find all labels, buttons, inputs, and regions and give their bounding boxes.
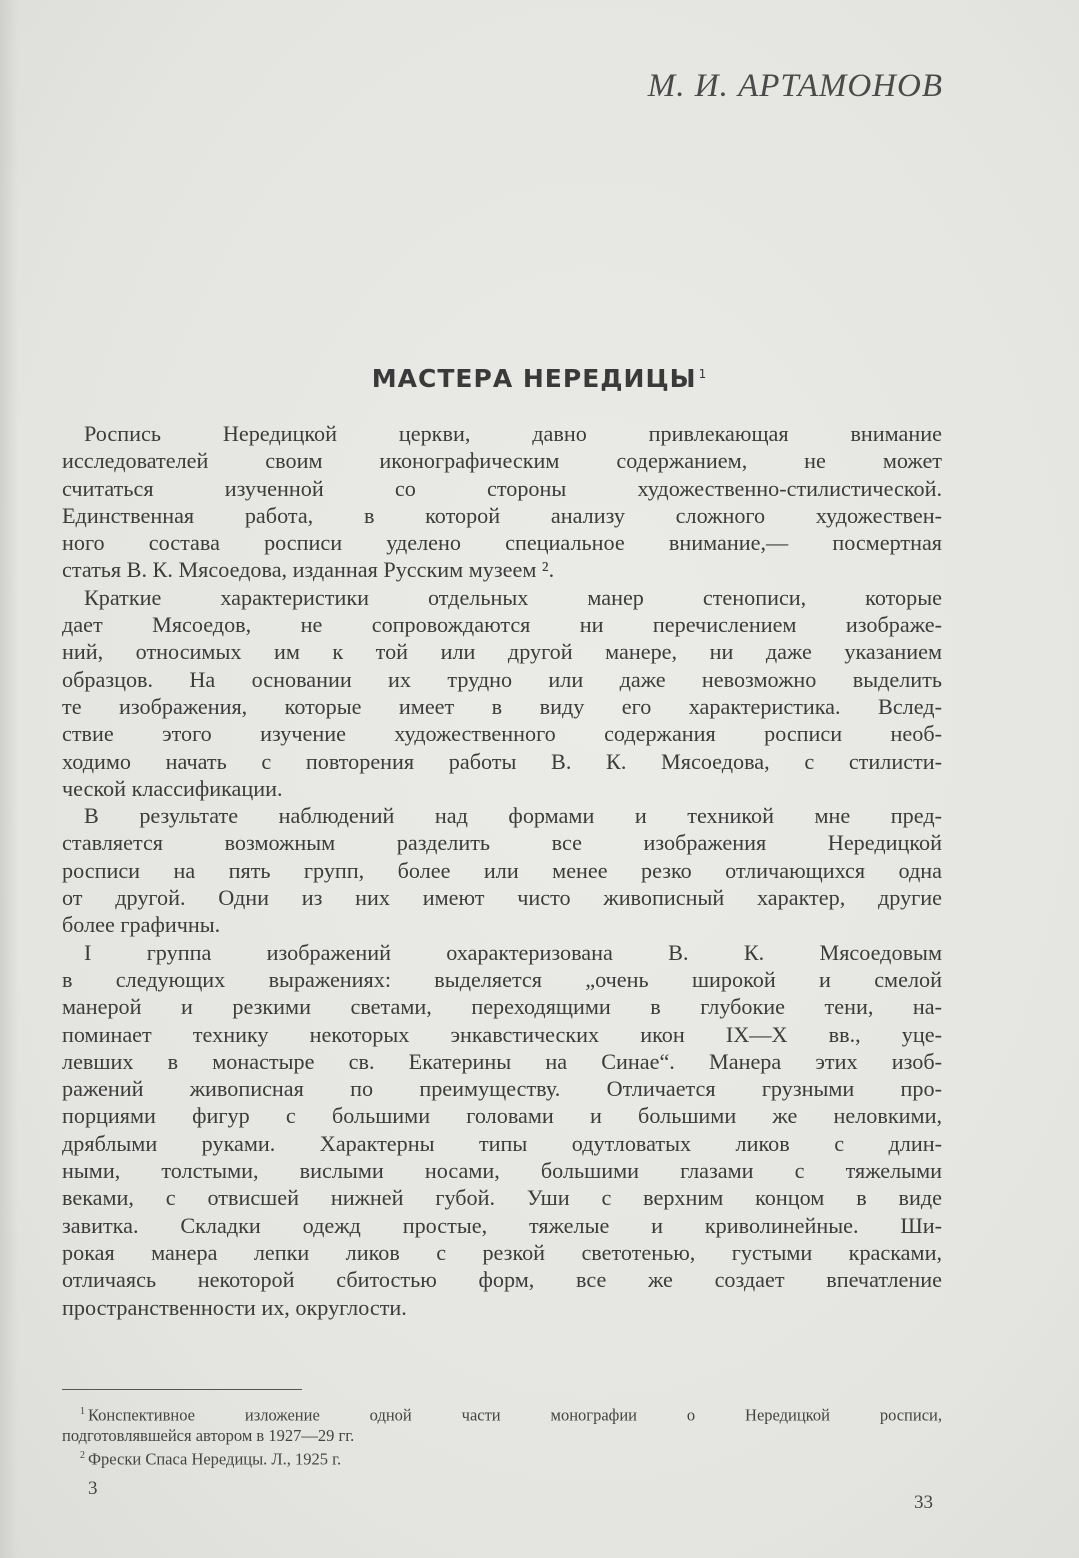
text-line: рокая манера лепки ликов с резкой светотенью, густыми красками, [62, 1239, 942, 1265]
footnote-text: Конспективное изложение одной части монографии о Нередицкой росписи, [88, 1405, 942, 1425]
article-title [0, 364, 1079, 393]
text-line: дает Мясоедов, не сопровождаются ни перечислением изображе- [62, 612, 942, 638]
footnote-marker: 1 [80, 1406, 85, 1417]
text-line: считаться изученной со стороны художественно-стилистической. [62, 475, 942, 501]
text-line: ного состава росписи уделено специальное внимание,— посмертная [62, 530, 942, 556]
footnote-1 [62, 1402, 942, 1446]
text-line: ставляется возможным разделить все изображения Нередицкой [62, 830, 942, 856]
text-line: Краткие характеристики отдельных манер стенописи, которые [84, 584, 942, 610]
text-line: В результате наблюдений над формами и техникой мне пред- [84, 803, 942, 829]
text-line: ствие этого изучение художественного содержания росписи необ- [62, 721, 942, 747]
text-line: от другой. Одни из них имеют чисто живописный характер, другие [62, 885, 942, 911]
article-title-text: МАСТЕРА НЕРЕДИЦЫ [371, 364, 697, 393]
footnote-2 [62, 1446, 942, 1470]
footnote-marker: 2 [80, 1449, 85, 1461]
article-body [62, 420, 942, 1321]
signature-mark: 3 [88, 1478, 98, 1499]
text-line: ческой классификации. [62, 775, 283, 801]
text-line: манерой и резкими светами, переходящими в глубокие тени, на- [62, 994, 942, 1020]
footnote-line [62, 1402, 942, 1426]
text-line: завитка. Складки одежд простые, тяжелые и криволинейные. Ши- [62, 1212, 942, 1238]
text-line: отличаясь некоторой сбитостью форм, все же создает впечатление [62, 1267, 942, 1293]
text-line: I группа изображений охарактеризована В. К. Мясоедовым [84, 939, 942, 965]
text-line: росписи на пять групп, более или менее резко отличающихся одна [62, 857, 942, 883]
paragraph [62, 584, 942, 802]
text-line: ражений живописная по преимуществу. Отличается грузными про- [62, 1076, 942, 1102]
text-line: Единственная работа, в которой анализу сложного художествен- [62, 502, 942, 528]
text-line: те изображения, которые имеет в виду его характеристика. Вслед- [62, 693, 942, 719]
footnote-line [62, 1446, 942, 1470]
text-line: порциями фигур с большими головами и большими же неловкими, [62, 1103, 942, 1129]
paragraph [62, 420, 942, 584]
text-line: ходимо начать с повторения работы В. К. Мясоедова, с стилисти- [62, 748, 942, 774]
text-line: статья В. К. Мясоедова, изданная Русским музеем ². [62, 557, 555, 583]
text-line: Роспись Нередицкой церкви, давно привлекающая внимание [84, 421, 942, 446]
text-line: веками, с отвисшей нижней губой. Уши с верхним концом в виде [62, 1185, 942, 1211]
footnote-text: Фрески Спаса Нередицы. Л., 1925 г. [88, 1449, 342, 1468]
text-line: образцов. На основании их трудно или даже невозможно выделить [62, 666, 942, 692]
text-line: пространственности их, округлости. [62, 1294, 407, 1320]
footnote-line: подготовлявшейся автором в 1927—29 гг. [62, 1425, 355, 1445]
footnote-divider [62, 1389, 302, 1390]
paragraph [62, 939, 942, 1321]
footnotes [62, 1402, 942, 1469]
running-header-author: М. И. АРТАМОНОВ [647, 68, 943, 104]
page-number: 33 [914, 1492, 933, 1513]
text-line: ными, толстыми, вислыми носами, большими глазами с тяжелыми [62, 1158, 942, 1184]
text-line: поминает технику некоторых энкавстических икон IX—X вв., уце- [62, 1021, 942, 1047]
text-line: ний, относимых им к той или другой манере, ни даже указанием [62, 639, 942, 665]
text-line: дряблыми руками. Характерны типы одутловатых ликов с длин- [62, 1130, 942, 1156]
text-line: исследователей своим иконографическим содержанием, не может [62, 448, 942, 474]
text-line: более графичны. [62, 912, 221, 938]
text-line: в следующих выражениях: выделяется „очень широкой и смелой [62, 966, 942, 992]
title-footnote-ref: 1 [698, 366, 708, 381]
paragraph [62, 802, 942, 938]
page-edge-shadow [0, 0, 18, 1558]
text-line: левших в монастыре св. Екатерины на Синае“. Манера этих изоб- [62, 1048, 942, 1074]
